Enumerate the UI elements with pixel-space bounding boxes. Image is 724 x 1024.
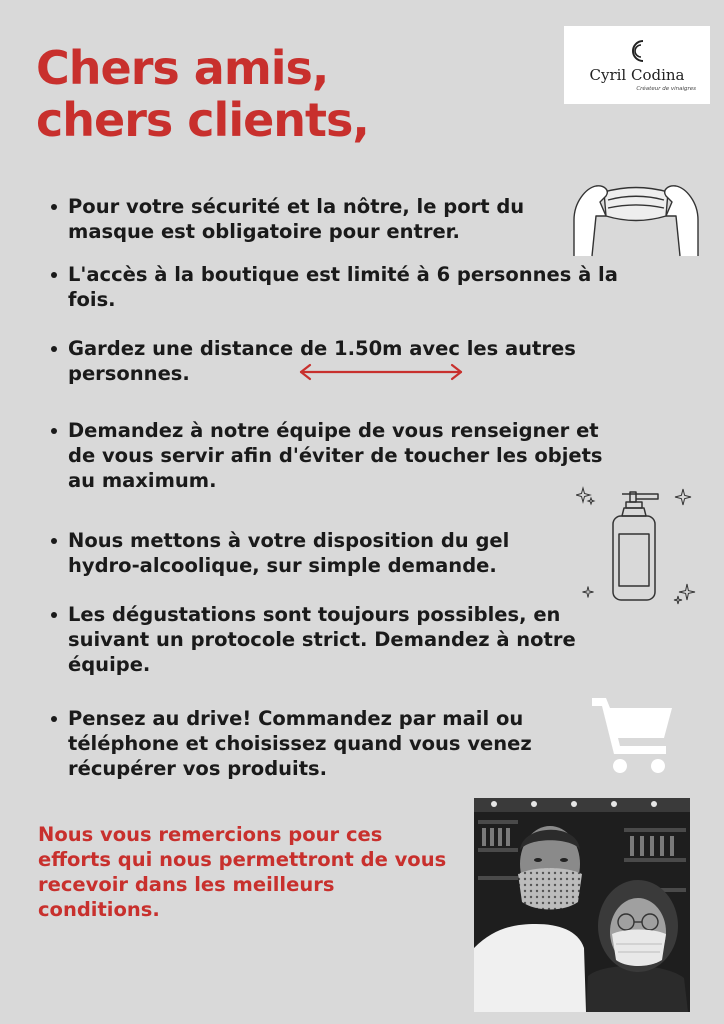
rule-capacity — [48, 262, 618, 312]
sparkle-icon — [582, 586, 594, 598]
rule-text: Pour votre sécurité et la nôtre, le port du masque est obligatoire pour entrer. — [68, 195, 525, 243]
rule-text: Nous mettons à votre disposition du gel hydro-alcoolique, sur simple demande. — [68, 529, 510, 577]
rule-sanitizer — [48, 528, 548, 578]
page-title — [36, 42, 369, 146]
shopping-cart-icon — [590, 694, 676, 776]
rule-mask — [48, 194, 548, 244]
rule-drive — [48, 706, 568, 781]
rule-tasting — [48, 602, 618, 677]
thank-you-message: Nous vous remercions pour ces efforts qui nous permettront de vous recevoir dans les meilleurs conditions. — [38, 823, 447, 921]
distance-arrow-icon — [296, 362, 466, 382]
logo-tagline: Créateur de vinaigres — [636, 86, 696, 92]
logo-monogram-icon — [624, 36, 650, 66]
bullet — [51, 538, 57, 544]
rule-text: Les dégustations sont toujours possibles, en suivant un protocole strict. Demandez à notre équipe. — [68, 603, 576, 676]
sparkle-icon — [672, 582, 696, 606]
brand-logo — [564, 26, 710, 104]
sparkle-icon — [576, 486, 596, 506]
bullet — [51, 716, 57, 722]
rule-text: Demandez à notre équipe de vous renseigner et de vous servir afin d'éviter de toucher les objets au maximum. — [68, 419, 603, 492]
logo-name: Cyril Codina — [589, 66, 685, 84]
bullet — [51, 272, 57, 278]
rule-ask-team — [48, 418, 618, 493]
rule-text: Pensez au drive! Commandez par mail ou téléphone et choisissez quand vous venez récupérer vos produits. — [68, 707, 532, 780]
bullet — [51, 204, 57, 210]
sparkle-icon — [674, 488, 692, 506]
title-line-2: chers clients, — [36, 93, 369, 147]
rule-text: L'accès à la boutique est limité à 6 personnes à la fois. — [68, 263, 618, 311]
title-line-1: Chers amis, — [36, 41, 329, 95]
sanitizer-bottle-icon — [602, 486, 672, 606]
bullet — [51, 346, 57, 352]
rule-text: Gardez une distance de 1.50m avec les autres personnes. — [68, 337, 576, 385]
team-photo — [474, 798, 690, 1012]
mask-icon — [566, 176, 706, 262]
bullet — [51, 612, 57, 618]
bullet — [51, 428, 57, 434]
